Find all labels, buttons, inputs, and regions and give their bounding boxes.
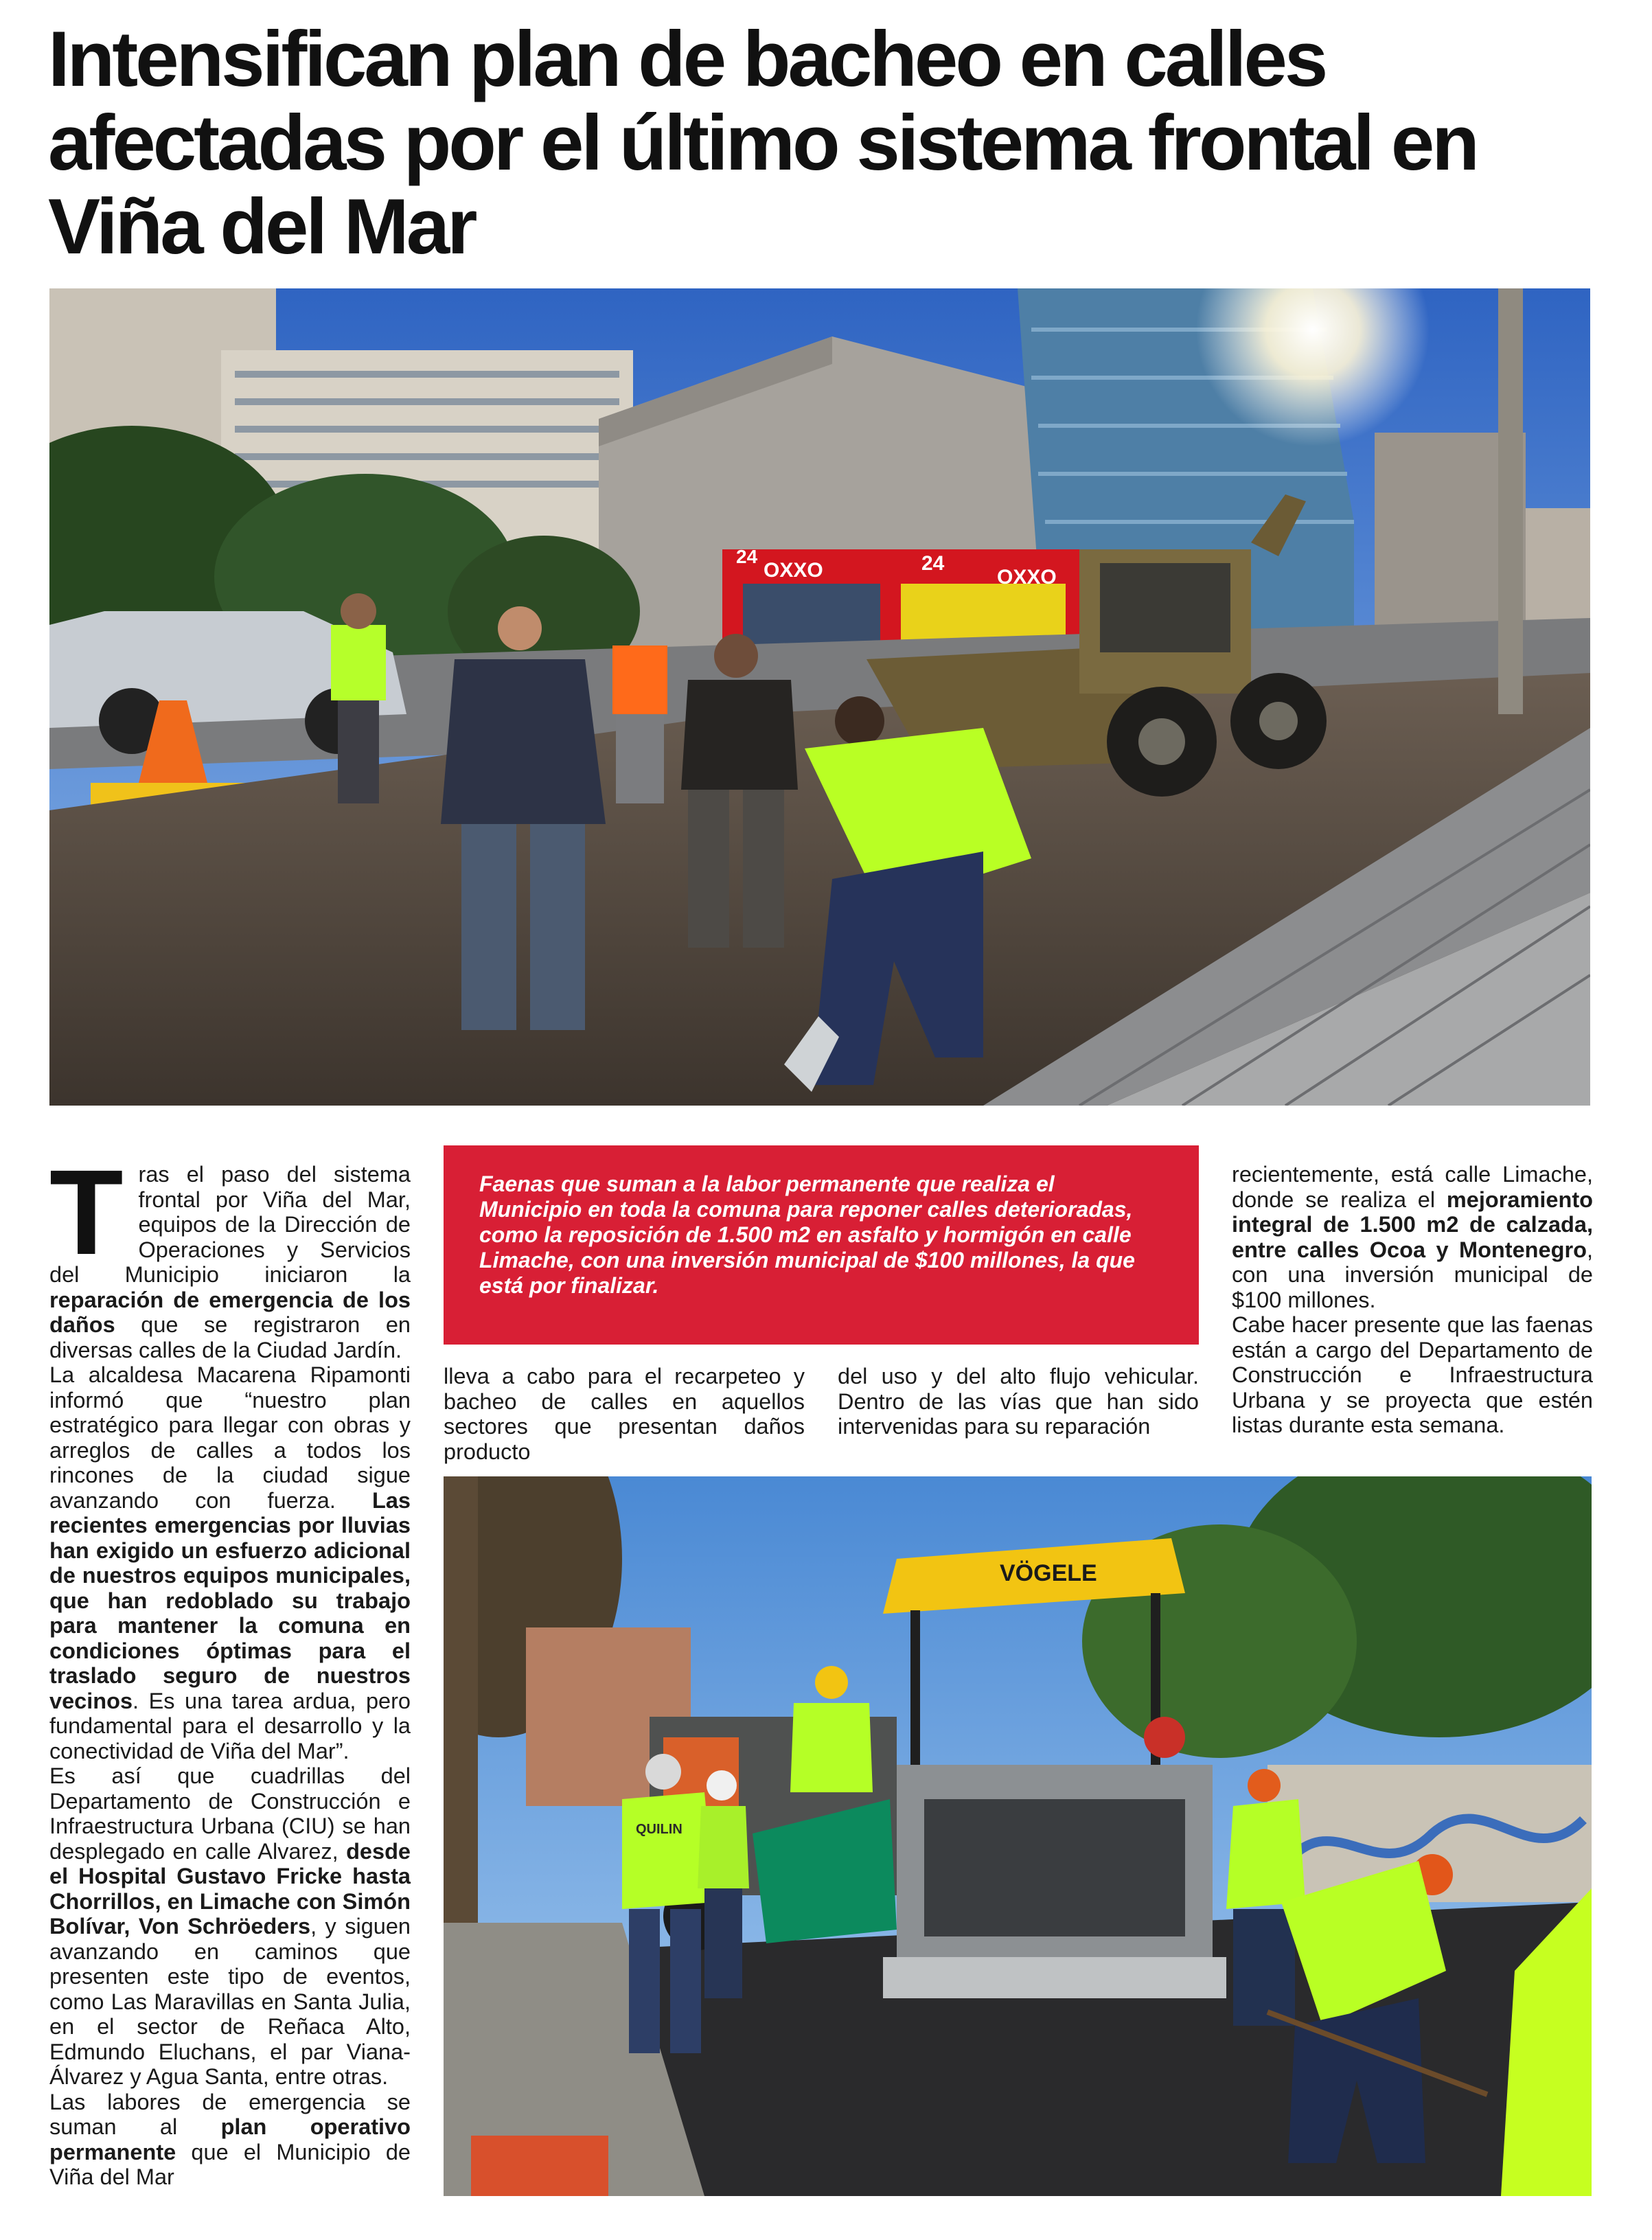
- article-column-4: [1232, 1162, 1593, 1438]
- vest-label: QUILIN: [636, 1822, 682, 1837]
- drop-cap: T: [49, 1145, 124, 1280]
- article-column-2: [444, 1364, 805, 1464]
- store-sign-oxxo-a: OXXO: [764, 559, 823, 582]
- column-4-paragraph-1: recientemente, está calle Limache, donde se realiza el mejoramiento integral de 1.500 m2 de calzada, entre calles Ocoa y Montenegro, con una inversión municipal de $100 millones.: [1232, 1162, 1593, 1312]
- store-sign-24-a: 24: [736, 546, 758, 567]
- photo-asphalt-paver: [444, 1476, 1592, 2196]
- column-2-text: lleva a cabo para el recarpeteo y bacheo de calles en aquellos sectores que presentan daños producto: [444, 1364, 805, 1464]
- column-4-paragraph-2: Cabe hacer presente que las faenas están a cargo del Departamento de Construcción e Infraestructura Urbana y se proyecta que estén listas durante esta semana.: [1232, 1312, 1593, 1437]
- store-sign-oxxo-b: OXXO: [997, 566, 1057, 588]
- pull-quote-callout: Faenas que suman a la labor permanente que realiza el Municipio en toda la comuna para reponer calles deterioradas, como la reposición de 1.500 m2 en asfalto y hormigón en calle Limache, con una inversión municipal de $100 millones, la que está por finalizar.: [444, 1145, 1199, 1345]
- paragraph-3: Es así que cuadrillas del Departamento de Construcción e Infraestructura Urbana (CIU) se han desplegado en calle Alvarez, desde el Hospital Gustavo Fricke hasta Chorrillos, en Limache con Simón Bolívar, Von Schröeders, y siguen avanzando en caminos que presenten este tipo de eventos, como Las Maravillas en Santa Julia, en el sector de Reñaca Alto, Edmundo Eluchans, el par Viana-Álvarez y Agua Santa, entre otras.: [49, 1763, 411, 2089]
- paragraph-4: Las labores de emergencia se suman al plan operativo permanente que el Municipio de Viña del Mar: [49, 2089, 411, 2189]
- paragraph-1: Tras el paso del sistema frontal por Viña del Mar, equipos de la Dirección de Operaciones y Servicios del Municipio iniciaron la reparación de emergencia de los daños que se registraron en diversas calles de la Ciudad Jardín.: [49, 1145, 411, 1362]
- article-column-3: [838, 1364, 1199, 1439]
- headline: Intensifican plan de bacheo en calles afectadas por el último sistema frontal en Viña del Mar: [48, 16, 1477, 271]
- paver-brand-label: VÖGELE: [1000, 1560, 1097, 1586]
- store-sign-24-b: 24: [921, 552, 945, 575]
- article-column-1: [49, 1145, 411, 2190]
- photo-road-repair-crew: [49, 288, 1590, 1106]
- column-3-text: del uso y del alto flujo vehicular. Dentro de las vías que han sido intervenidas para su reparación: [838, 1364, 1199, 1439]
- paragraph-2: La alcaldesa Macarena Ripamonti informó que “nuestro plan estratégico para llegar con obras y arreglos de calles a todos los rincones de la ciudad sigue avanzando con fuerza. Las recientes emergencias por lluvias han exigido un esfuerzo adicional de nuestros equipos municipales, que han redoblado su trabajo para mantener la comuna en condiciones óptimas para el traslado seguro de nuestros vecinos. Es una tarea ardua, pero fundamental para el desarrollo y la conectividad de Viña del Mar”.: [49, 1362, 411, 1763]
